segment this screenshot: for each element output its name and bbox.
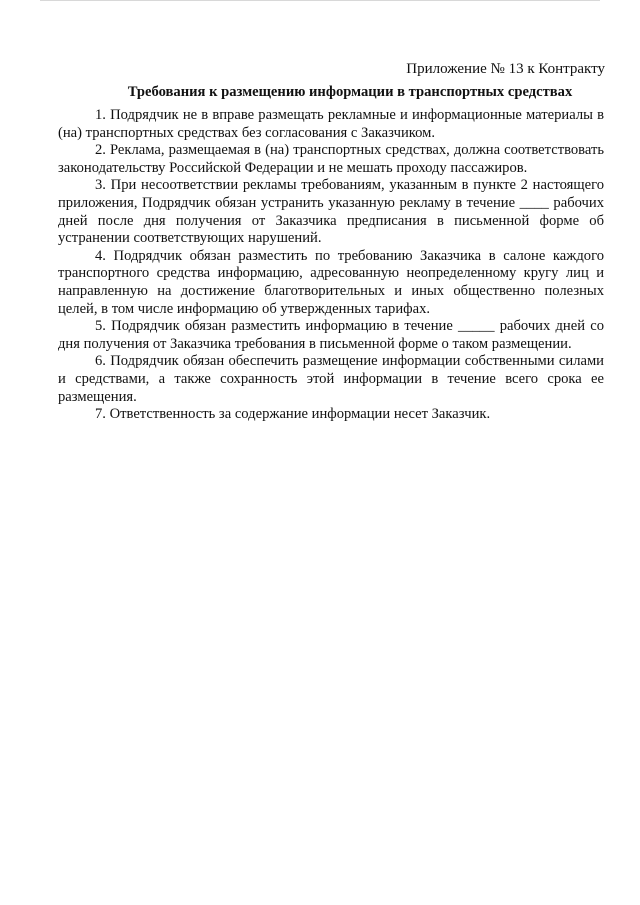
scan-edge-line bbox=[40, 0, 600, 1]
clause-7: 7. Ответственность за содержание информации несет Заказчик. bbox=[95, 406, 491, 423]
clause-1: 1. Подрядчик не в вправе размещать рекламные и информационные материалы в (на) транспортных средствах без согласования с Заказчиком. bbox=[58, 107, 604, 141]
clause-3: 3. При несоответствии рекламы требованиям, указанным в пункте 2 настоящего приложения, Подрядчик обязан устранить указанную рекламу в течение ____ рабочих дней после дня получения от Заказчика предписания в письменной форме об устранении соответствующих нарушений. bbox=[58, 177, 604, 247]
document-title: Требования к размещению информации в транспортных средствах bbox=[127, 84, 573, 100]
clause-4: 4. Подрядчик обязан разместить по требованию Заказчика в салоне каждого транспортного средства информацию, адресованную неопределенному кругу лиц и направленную на достижение благотворительных и иных общественно полезных целей, в том числе информацию об утвержденных тарифах. bbox=[58, 247, 604, 317]
clause-2: 2. Реклама, размещаемая в (на) транспортных средствах, должна соответствовать законодательству Российской Федерации и не мешать проходу пассажиров. bbox=[58, 142, 604, 176]
appendix-reference: Приложение № 13 к Контракту bbox=[406, 61, 605, 77]
clause-6: 6. Подрядчик обязан обеспечить размещение информации собственными силами и средствами, а также сохранность этой информации в течение всего срока ее размещения. bbox=[58, 353, 604, 405]
document-body bbox=[58, 107, 604, 424]
clause-5: 5. Подрядчик обязан разместить информацию в течение _____ рабочих дней со дня получения от Заказчика требования в письменной форме о таком размещении. bbox=[58, 318, 604, 352]
